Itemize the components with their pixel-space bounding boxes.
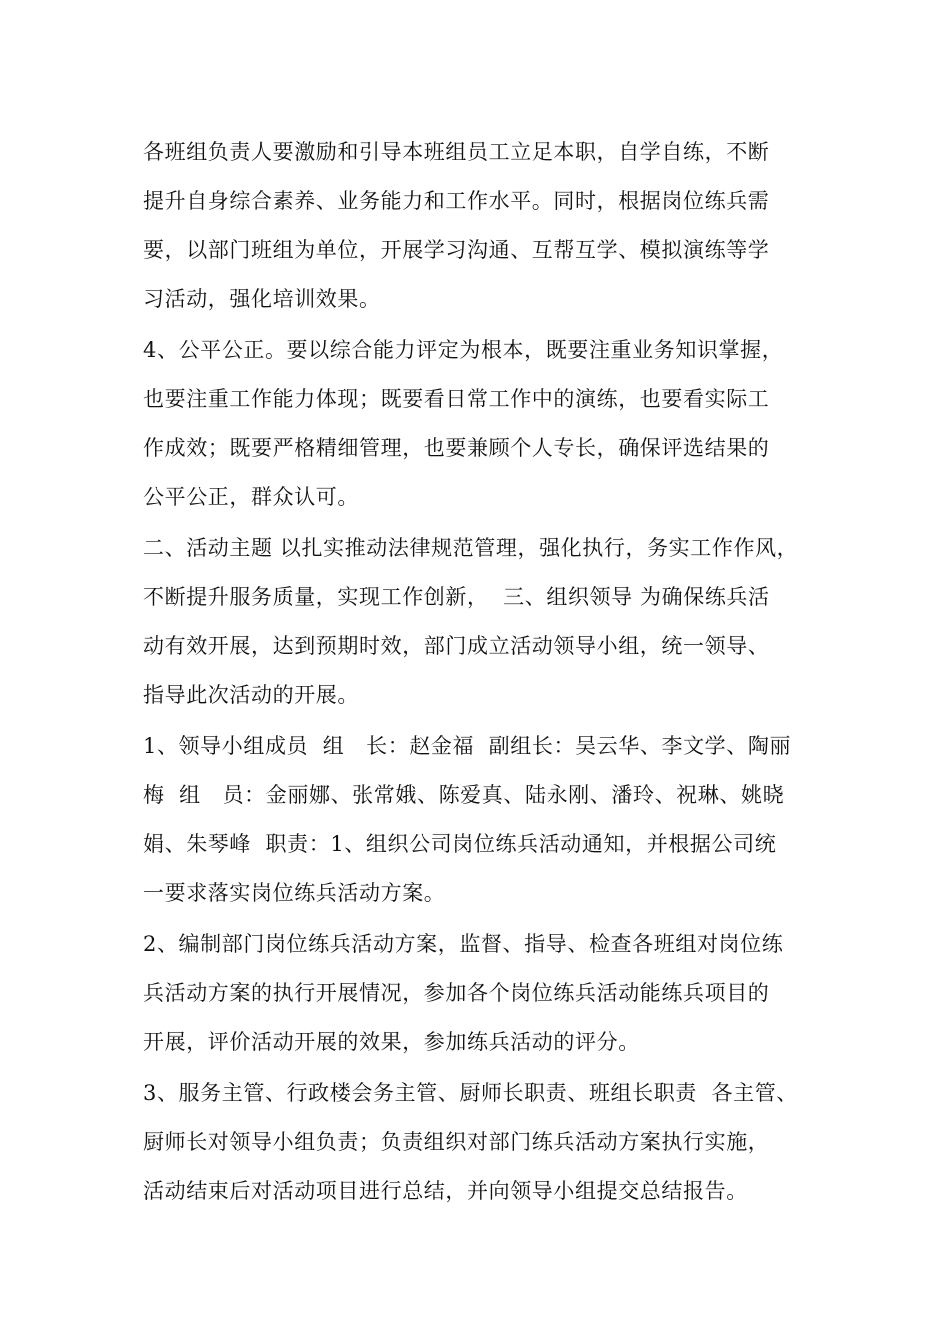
- text-line: 习活动，强化培训效果。: [143, 287, 381, 311]
- text-line: 提升自身综合素养、业务能力和工作水平。同时，根据岗位练兵需: [143, 189, 770, 213]
- text-line: 2、编制部门岗位练兵活动方案，监督、指导、检查各班组对岗位练: [143, 932, 784, 956]
- text-line: 4、公平公正。要以综合能力评定为根本，既要注重业务知识掌握，: [143, 338, 784, 362]
- text-line: 二、活动主题 以扎实推动法律规范管理，强化执行，务实工作作风，: [143, 536, 799, 560]
- text-line: 动有效开展，达到预期时效，部门成立活动领导小组，统一领导、: [143, 634, 770, 658]
- text-line: 作成效；既要严格精细管理，也要兼顾个人专长，确保评选结果的: [143, 436, 770, 460]
- text-line: 要，以部门班组为单位，开展学习沟通、互帮互学、模拟演练等学: [143, 238, 770, 262]
- text-line: 3、服务主管、行政楼会务主管、厨师长职责、班组长职责 各主管、: [143, 1081, 798, 1105]
- text-line: 厨师长对领导小组负责；负责组织对部门练兵活动方案执行实施，: [143, 1130, 770, 1154]
- text-line: 公平公正，群众认可。: [143, 485, 359, 509]
- text-line: 开展，评价活动开展的效果，参加练兵活动的评分。: [143, 1030, 640, 1054]
- text-line: 一要求落实岗位练兵活动方案。: [143, 881, 446, 905]
- text-line: 娟、朱琴峰 职责：1、组织公司岗位练兵活动通知，并根据公司统: [143, 832, 777, 856]
- text-line: 也要注重工作能力体现；既要看日常工作中的演练，也要看实际工: [143, 387, 770, 411]
- text-line: 不断提升服务质量，实现工作创新， 三、组织领导 为确保练兵活: [143, 585, 770, 609]
- text-line: 梅 组 员：金丽娜、张常娥、陈爱真、陆永刚、潘玲、祝琳、姚晓: [143, 783, 785, 807]
- text-line: 1、领导小组成员 组 长：赵金福 副组长：吴云华、李文学、陶丽: [143, 734, 792, 758]
- text-line: 活动结束后对活动项目进行总结，并向领导小组提交总结报告。: [143, 1179, 748, 1203]
- text-line: 指导此次活动的开展。: [143, 683, 359, 707]
- text-line: 各班组负责人要激励和引导本班组员工立足本职，自学自练，不断: [143, 140, 770, 164]
- text-line: 兵活动方案的执行开展情况，参加各个岗位练兵活动能练兵项目的: [143, 981, 770, 1005]
